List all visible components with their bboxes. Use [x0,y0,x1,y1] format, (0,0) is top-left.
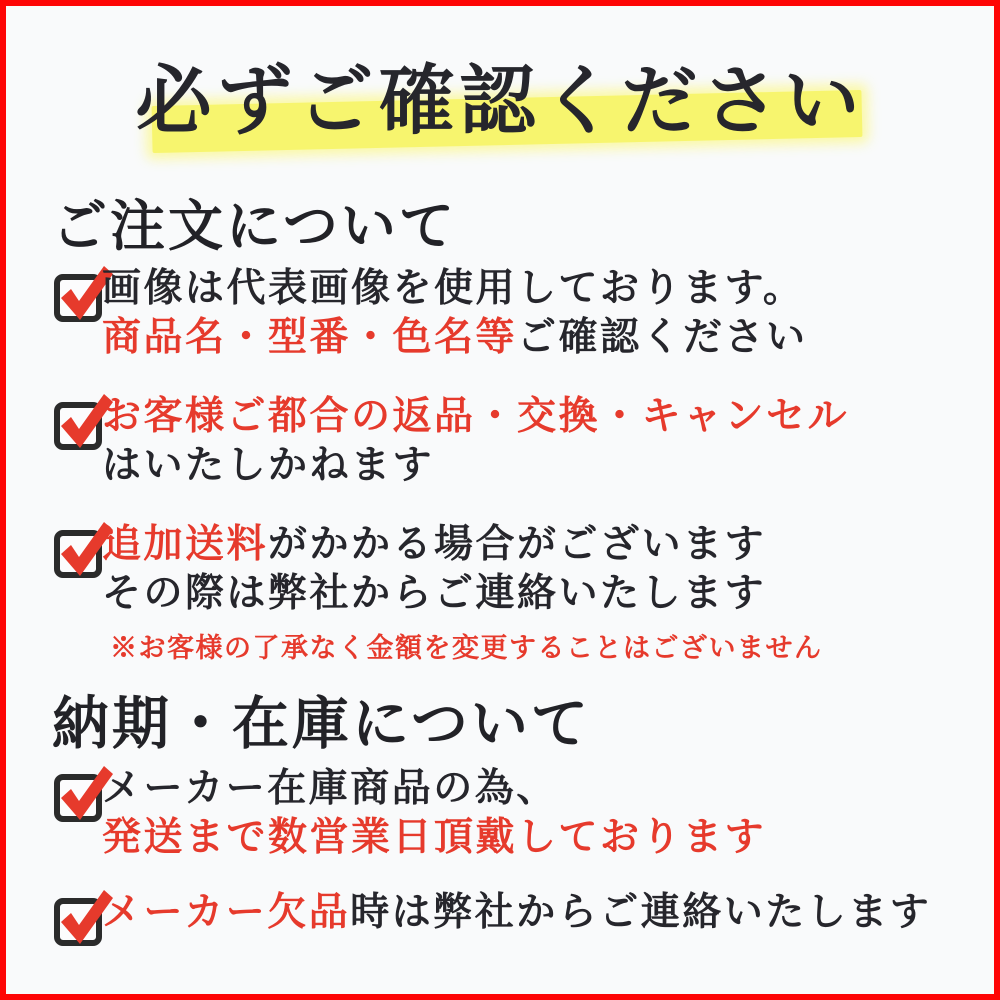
text-segment: お客様ご都合の返品・交換・キャンセル [102,395,850,438]
section-heading-orders: ご注文について [52,196,457,257]
notice-item [52,764,766,862]
notice-line [102,764,766,813]
notice-line [102,888,931,937]
text-segment: ご確認ください [517,316,808,359]
text-segment: 発送まで数営業日頂戴しております [102,816,767,859]
notice-line [102,441,849,490]
text-segment: メーカー在庫商品の為、 [102,767,558,810]
main-title: 必ずご確認ください [135,60,865,144]
text-segment: 追加送料 [102,523,269,566]
text-segment: 時は弊社からご連絡いたします [350,891,932,934]
notice-item [52,520,823,666]
notice-item [52,888,931,948]
notice-text [102,888,931,937]
notice-text [102,764,766,862]
notice-text [102,392,849,490]
text-segment: 画像は代表画像を使用しております。 [102,267,805,310]
notice-line [102,813,766,862]
text-segment: 商品名・型番・色名等 [102,316,518,359]
notice-item [52,264,808,362]
text-segment: はいたしかねます [102,444,435,487]
text-segment: がかかる場合がございます [268,523,767,566]
notice-line [102,520,823,569]
notice-line [102,392,849,441]
notice-line [102,264,808,313]
title-block [6,6,994,166]
text-segment: その際は弊社からご連絡いたします [102,572,767,615]
notice-line [102,313,808,362]
notice-item [52,392,849,490]
notice-text [102,520,823,666]
footnote: ※お客様の了承なく金額を変更することはございません [110,633,823,663]
text-segment: メーカー欠品 [102,891,351,934]
notice-line [102,569,823,618]
notice-text [102,264,808,362]
section-heading-stock: 納期・在庫について [52,693,591,756]
